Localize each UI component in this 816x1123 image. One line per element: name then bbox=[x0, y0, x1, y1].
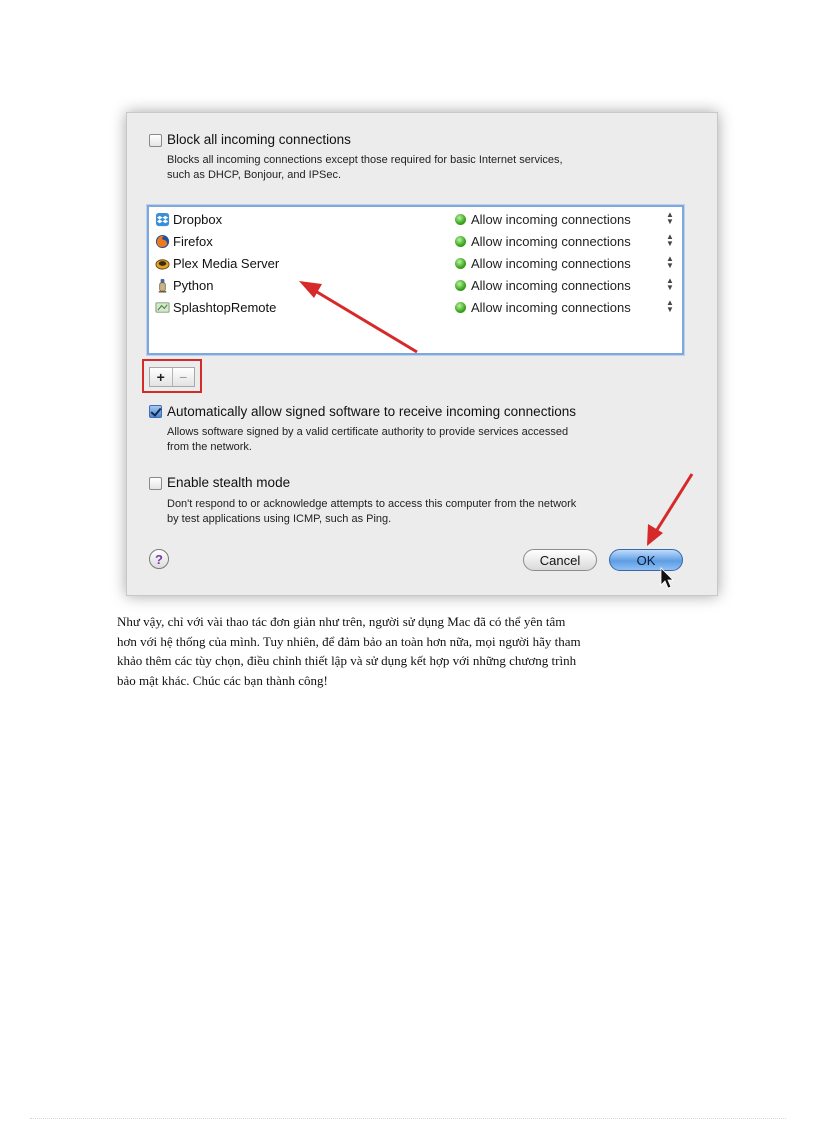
status-green-dot bbox=[455, 236, 466, 247]
status-green-dot bbox=[455, 280, 466, 291]
page-bottom-rule bbox=[30, 1118, 786, 1119]
stepper-arrows-icon[interactable]: ▲ ▼ bbox=[666, 276, 674, 292]
add-remove-buttons bbox=[149, 367, 195, 387]
remove-app-button[interactable]: − bbox=[172, 368, 195, 386]
stealth-mode-checkbox[interactable] bbox=[149, 477, 162, 490]
caption-paragraph bbox=[117, 612, 697, 690]
list-item[interactable] bbox=[149, 209, 682, 231]
add-app-button[interactable]: + bbox=[156, 369, 165, 385]
app-name: Firefox bbox=[173, 234, 213, 249]
block-all-checkbox[interactable] bbox=[149, 134, 162, 147]
stepper-arrows-icon[interactable]: ▲ ▼ bbox=[666, 210, 674, 226]
list-item[interactable] bbox=[149, 275, 682, 297]
firefox-icon bbox=[155, 234, 170, 249]
splashtop-icon bbox=[155, 300, 170, 315]
stepper-arrows-icon[interactable]: ▲ ▼ bbox=[666, 298, 674, 314]
caption-line: khảo thêm các tùy chọn, điều chỉnh thiết lập và sử dụng kết hợp với những chương trình bbox=[117, 653, 577, 668]
help-button[interactable]: ? bbox=[149, 549, 169, 569]
app-name: Plex Media Server bbox=[173, 256, 280, 271]
connection-status[interactable]: Allow incoming connections bbox=[471, 278, 631, 293]
connection-status[interactable]: Allow incoming connections bbox=[471, 234, 631, 249]
firewall-options-dialog bbox=[126, 112, 718, 596]
auto-allow-signed-title: Automatically allow signed software to receive incoming connections bbox=[167, 404, 576, 419]
block-all-description-line2: such as DHCP, Bonjour, and IPSec. bbox=[167, 169, 342, 181]
list-item[interactable] bbox=[149, 297, 682, 319]
stealth-mode-description-line1: Don't respond to or acknowledge attempts to access this computer from the network bbox=[167, 498, 577, 510]
auto-allow-signed-description-line1: Allows software signed by a valid certificate authority to provide services accessed bbox=[167, 426, 569, 438]
connection-status[interactable]: Allow incoming connections bbox=[471, 300, 631, 315]
stepper-arrows-icon[interactable]: ▲ ▼ bbox=[666, 232, 674, 248]
app-name: Python bbox=[173, 278, 214, 293]
connection-status[interactable]: Allow incoming connections bbox=[471, 212, 631, 227]
status-green-dot bbox=[455, 302, 466, 313]
app-list[interactable] bbox=[147, 205, 684, 355]
caption-line: Như vậy, chỉ với vài thao tác đơn giản như trên, người sử dụng Mac đã có thể yên tâm bbox=[117, 614, 566, 629]
stealth-mode-description-line2: by test applications using ICMP, such as Ping. bbox=[167, 513, 392, 525]
caption-line: hơn với hệ thống của mình. Tuy nhiên, để đảm bảo an toàn hơn nữa, mọi người hãy tham bbox=[117, 633, 581, 649]
app-name: SplashtopRemote bbox=[173, 300, 277, 315]
dropbox-icon bbox=[155, 212, 170, 227]
status-green-dot bbox=[455, 258, 466, 269]
cancel-button[interactable]: Cancel bbox=[523, 549, 597, 571]
stealth-mode-title: Enable stealth mode bbox=[167, 475, 291, 490]
app-name: Dropbox bbox=[173, 212, 223, 227]
list-item[interactable] bbox=[149, 253, 682, 275]
list-item[interactable] bbox=[149, 231, 682, 253]
status-green-dot bbox=[455, 214, 466, 225]
connection-status[interactable]: Allow incoming connections bbox=[471, 256, 631, 271]
block-all-description-line1: Blocks all incoming connections except those required for basic Internet services, bbox=[167, 154, 563, 166]
auto-allow-signed-checkbox[interactable] bbox=[149, 405, 162, 418]
ok-button[interactable]: OK bbox=[609, 549, 683, 571]
auto-allow-signed-description-line2: from the network. bbox=[167, 441, 252, 453]
caption-line: bảo mật khác. Chúc các bạn thành công! bbox=[117, 672, 328, 688]
python-icon bbox=[155, 278, 170, 293]
block-all-title: Block all incoming connections bbox=[167, 132, 351, 147]
stepper-arrows-icon[interactable]: ▲ ▼ bbox=[666, 254, 674, 270]
plex-icon bbox=[155, 256, 170, 271]
